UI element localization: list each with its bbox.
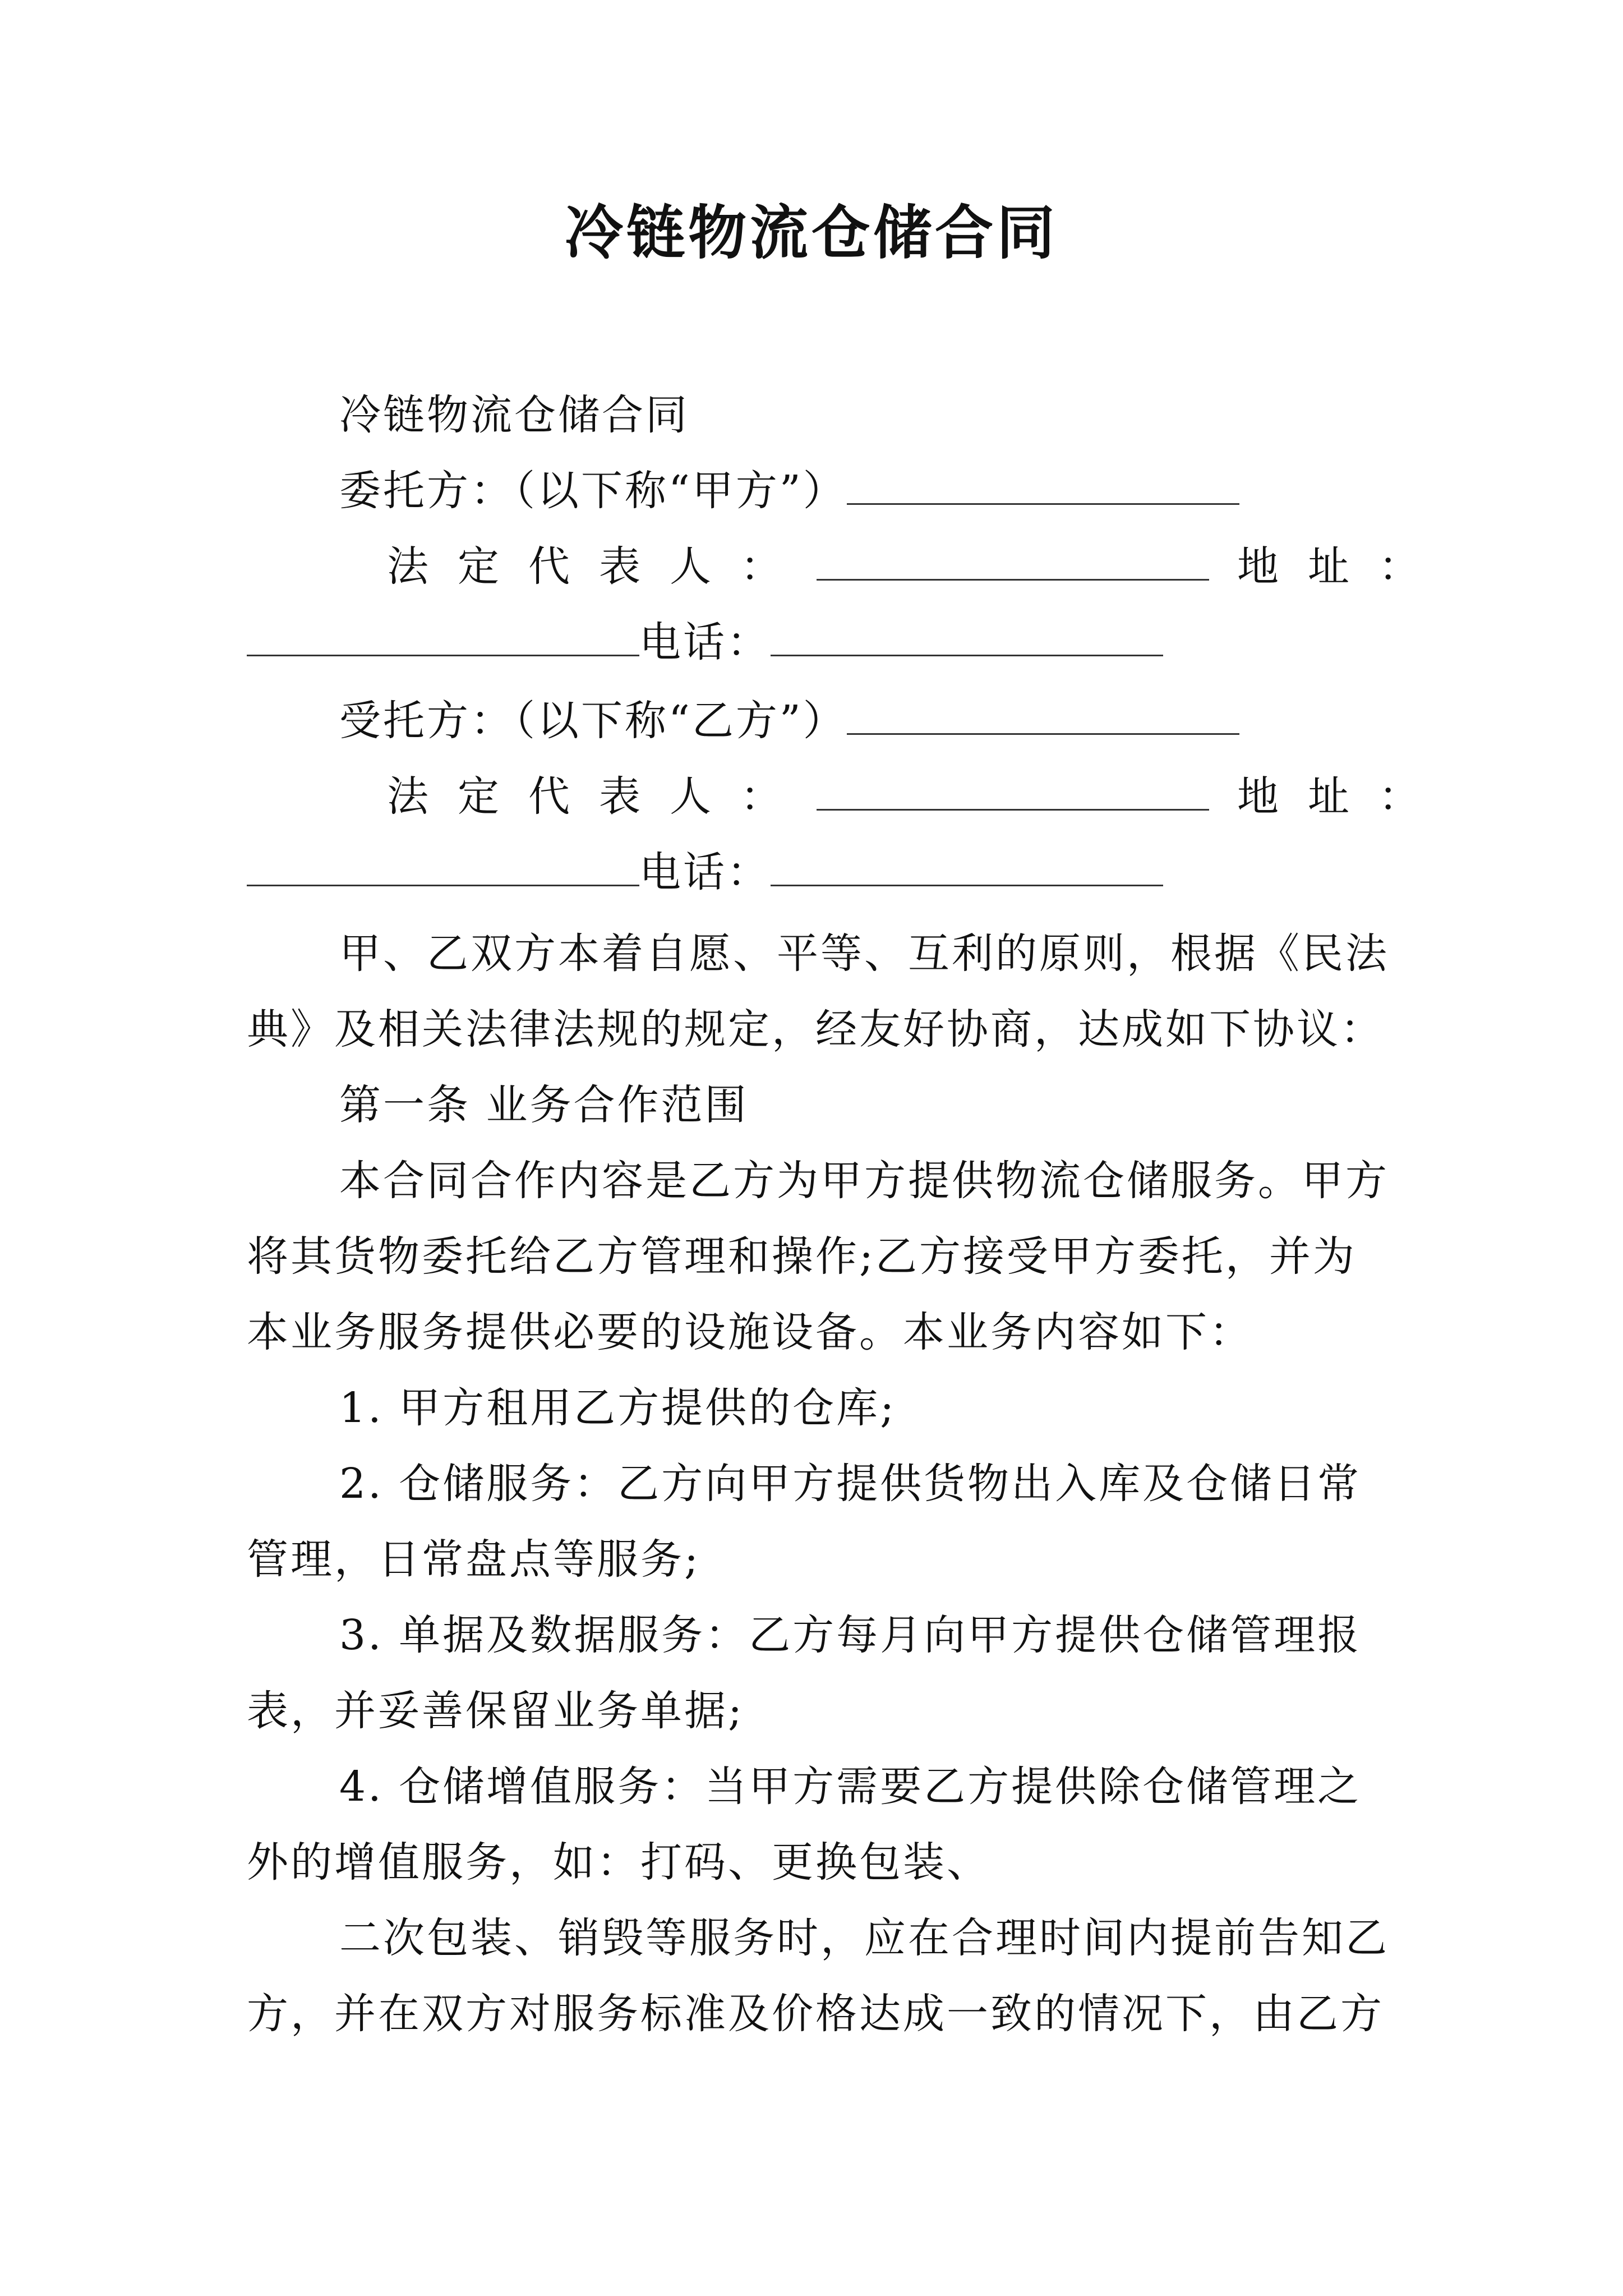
list-item-continued: 表，并妥善保留业务单据; <box>247 1687 744 1735</box>
trustee-phone-line: 电话： <box>247 844 1385 900</box>
trustee-line: 受托方：（以下称“乙方”） <box>247 693 1385 749</box>
trustee-rep-blank <box>817 770 1209 811</box>
trustee-blank <box>847 694 1239 735</box>
principal-phone-blank <box>771 615 1163 656</box>
principal-line: 委托方：（以下称“甲方”） <box>247 463 1385 519</box>
principal-rep-line: 法定代表人： 地址： <box>247 539 1385 595</box>
principal-blank <box>847 464 1239 505</box>
trustee-address-blank <box>247 845 639 886</box>
section-heading: 第一条 业务合作范围 <box>339 1081 749 1129</box>
paragraph-line: 甲、乙双方本着自愿、平等、互利的原则，根据《民法 <box>339 930 1389 978</box>
doc-subtitle: 冷链物流仓储合同 <box>339 391 689 439</box>
principal-rep-blank <box>817 540 1209 581</box>
paragraph-line: 方，并在双方对服务标准及价格达成一致的情况下，由乙方 <box>247 1990 1384 2038</box>
list-item: 2. 仓储服务：乙方向甲方提供货物出入库及仓储日常 <box>339 1460 1362 1508</box>
principal-address-blank <box>247 615 639 656</box>
paragraph-line: 本合同合作内容是乙方为甲方提供物流仓储服务。甲方 <box>339 1157 1389 1205</box>
list-item: 3. 单据及数据服务：乙方每月向甲方提供仓储管理报 <box>339 1611 1362 1659</box>
document-title: 冷链物流仓储合同 <box>564 198 1058 267</box>
paragraph-line: 将其货物委托给乙方管理和操作;乙方接受甲方委托，并为 <box>247 1232 1357 1281</box>
paragraph-line: 二次包装、销毁等服务时，应在合理时间内提前告知乙 <box>339 1914 1389 1962</box>
list-item-continued: 管理，日常盘点等服务; <box>247 1535 700 1584</box>
paragraph-line: 本业务服务提供必要的设施设备。本业务内容如下： <box>247 1308 1253 1356</box>
list-item-continued: 外的增值服务，如：打码、更换包装、 <box>247 1838 990 1887</box>
trustee-phone-blank <box>771 845 1163 886</box>
list-item: 1. 甲方租用乙方提供的仓库; <box>339 1384 897 1432</box>
list-item: 4. 仓储增值服务：当甲方需要乙方提供除仓储管理之 <box>339 1763 1362 1811</box>
paragraph-line: 典》及相关法律法规的规定，经友好协商，达成如下协议： <box>247 1005 1384 1053</box>
trustee-rep-line: 法定代表人： 地址： <box>247 769 1385 825</box>
principal-phone-line: 电话： <box>247 614 1385 670</box>
